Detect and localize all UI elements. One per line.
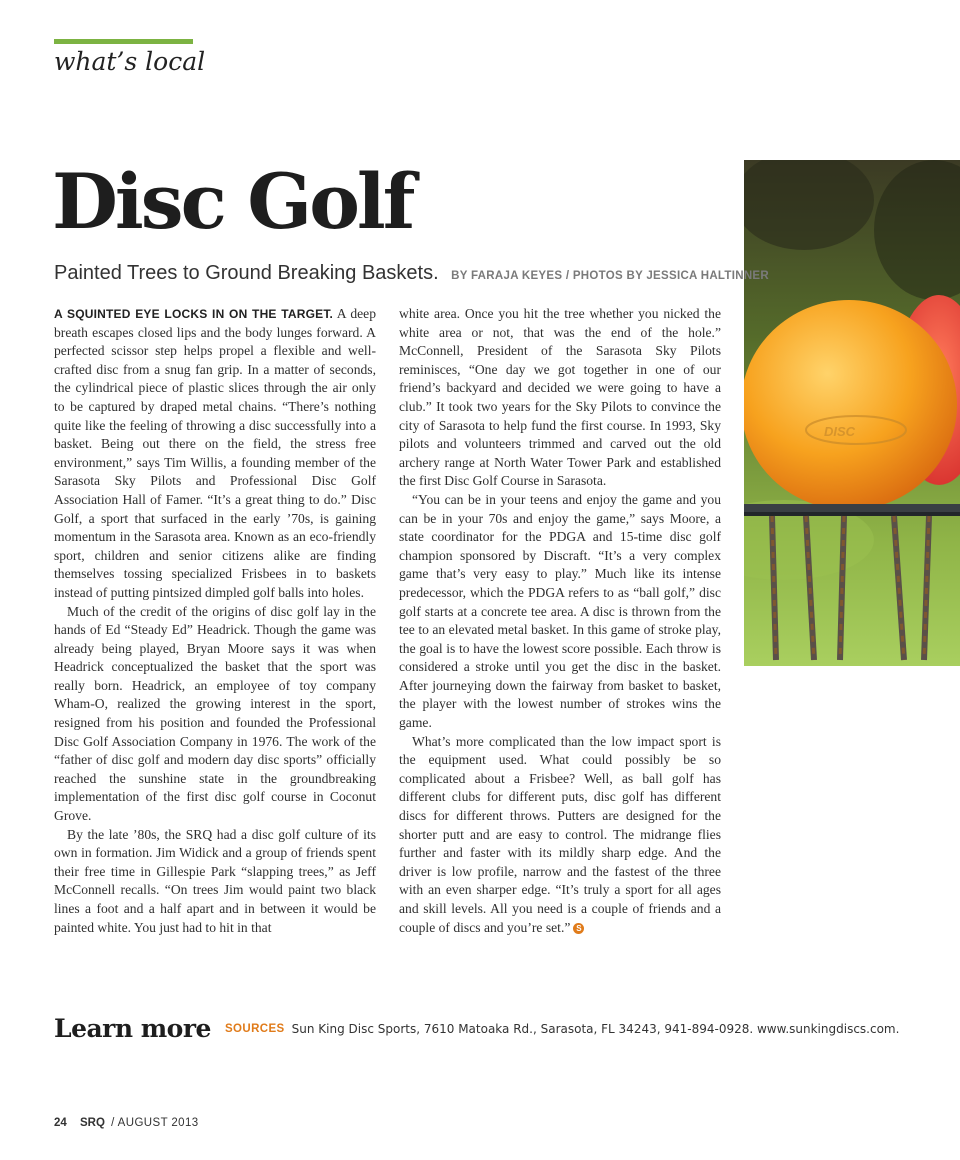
article-paragraph-1 (54, 305, 376, 603)
section-rule (54, 39, 193, 44)
paragraph-text: A deep breath escapes closed lips and the body lunges forward. A perfected scissor step helps propel a flexible and well-crafted disc from a snug fan grip. In a matter of seconds, the cylindrical piece of plastic slices through the air only to be captured by draped metal chains. “There’s nothing quite like the feeling of throwing a disc successfully into a basket. Being out there on the field, the stress free environment,” says Tim Willis, a founding member of the Sarasota Sky Pilots and Professional Disc Golf Association Hall of Famer. “It’s a great thing to do.” Disc Golf, a sport that surfaced in the early ’70s, is gaining momentum in the Sarasota area. Known as an eco-friendly sport, children and senior citizens alike are finding themselves tossing specialized Frisbees in to baskets instead of putting pintsized dimpled golf balls into holes. (54, 306, 376, 600)
end-mark-icon: S (573, 923, 584, 934)
article-deck (54, 262, 769, 285)
sources-text: Sun King Disc Sports, 7610 Matoaka Rd., Sarasota, FL 34243, 941-894-0928. www.sunkingdiscs.com. (291, 1021, 900, 1036)
page-footer (54, 1117, 199, 1129)
article-paragraph-3: By the late ’80s, the SRQ had a disc golf culture of its own in formation. Jim Widick and a group of friends spent their free time in Gillespie Park “slapping trees,” as Jeff McConnell recalls. “On trees Jim would paint two black lines a foot and a half apart and in between it would be painted white. You just had to hit in that (54, 826, 376, 935)
article-paragraph-4: “You can be in your teens and enjoy the game and you can be in your 70s and enjoy the game,” says Moore, a state coordinator for the PDGA and 15-time disc golf champion sponsored by Discraft. “It’s a very complex game that’s very easy to play.” Much like its intense predecessor, which the PDGA refers to as “ball golf,” disc golf starts at a concrete tee area. A disc is thrown from the tee to an elevated metal basket. In this game of stroke play, the goal is to have the lowest score possible. Each throw is considered a stroke until you get the disc in the basket. After journeying down the fairway from basket to basket, the player with the lowest number of strokes wins the game. (399, 491, 721, 731)
section-label: what’s local (54, 47, 206, 76)
body-column-1 (54, 305, 376, 937)
article-subtitle: Painted Trees to Ground Breaking Baskets. (54, 262, 439, 284)
disc-golf-basket-photo (744, 160, 960, 666)
learn-more-title: Learn more (54, 1014, 211, 1043)
photo-illustration (744, 160, 960, 666)
article-byline: BY FARAJA KEYES / PHOTOS BY JESSICA HALTINNER (451, 270, 770, 282)
article-title: Disc Golf (52, 157, 413, 246)
sources-label: SOURCES (224, 1022, 285, 1035)
lead-in: A SQUINTED EYE LOCKS IN ON THE TARGET. (54, 307, 334, 321)
page-number: 24 (54, 1117, 67, 1129)
magazine-name: SRQ (80, 1117, 105, 1129)
svg-text:DISC: DISC (824, 424, 856, 439)
paragraph-text: What’s more complicated than the low impact sport is the equipment used. What could possibly be so complicated about a Frisbee? Well, as ball golf has different clubs for different puts, disc golf has different discs for different throws. Putters are designed for the shorter putt and are easy to control. The midrange flies further and faster with its mildly sharp edge. And the driver is low profile, narrow and the fastest of the three with an even sharper edge. “It’s truly a sport for all ages and skill levels. All you need is a couple of friends and a couple of discs and you’re set.” (399, 733, 721, 935)
article-paragraph-2: Much of the credit of the origins of disc golf lay in the hands of Ed “Steady Ed” Headrick. Though the game was already being played, Bryan Moore says it was when Headrick conceptualized the basket that the sport was really born. Headrick, an employee of toy company Wham-O, realized the growing interest in the sport, resigned from his position and founded the Professional Disc Golf Association Company in 1976. The work of the “father of disc golf and modern day disc sports” officially reached the sunshine state in the groundbreaking implementation of the first disc golf course in Coconut Grove. (54, 603, 376, 824)
article-paragraph-3-cont: white area. Once you hit the tree whether you nicked the white area or not, that was the end of the hole.” McConnell, President of the Sarasota Sky Pilots reminisces, “One day we got together in one of our friend’s backyard and decided we were going to have a club.” It took two years for the Sky Pilots to convince the city of Sarasota to help fund the first course. In 1993, Sky pilots and volunteers trimmed and carved out the old archery range at North Water Tower Park and established the first Disc Golf Course in Sarasota. (399, 306, 721, 489)
body-column-2 (399, 305, 721, 937)
issue-date: / AUGUST 2013 (111, 1117, 199, 1129)
article-paragraph-5 (399, 733, 721, 938)
learn-more-section (54, 1014, 899, 1043)
